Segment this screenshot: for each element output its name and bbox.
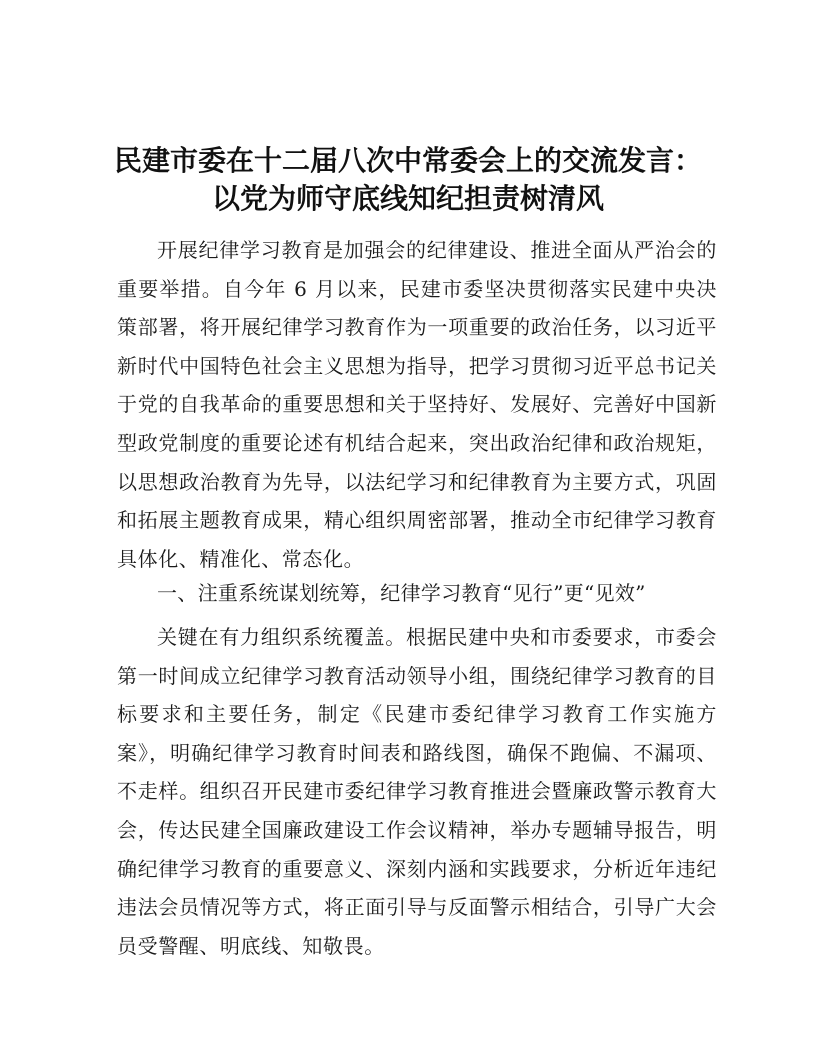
section-1-heading: 一、注重系统谋划统筹，纪律学习教育“见行”更“见效” <box>157 581 646 605</box>
document-title-line-1: 民建市委在十二届八次中常委会上的交流发言： <box>113 144 702 177</box>
document-title-line-2: 以党为师守底线知纪担责树清风 <box>211 182 604 215</box>
section-1-paragraph: 关键在有力组织系统覆盖。根据民建中央和市委要求，市委会第一时间成立纪律学习教育活动领导小组，围绕纪律学习教育的目标要求和主要任务，制定《民建市委纪律学习教育工作实施方案》，明确纪律学习教育时间表和路线图，确保不跑偏、不漏项、不走样。组织召开民建市委纪律学习教育推进会暨廉政警示教育大会，传达民建全国廉政建设工作会议精神，举办专题辅导报告，明确纪律学习教育的重要意义、深刻内涵和实践要求，分析近年违纪违法会员情况等方式，将正面引导与反面警示相结合，引导广大会员受警醒、明底线、知敬畏。 <box>117 625 717 958</box>
intro-paragraph: 开展纪律学习教育是加强会的纪律建设、推进全面从严治会的重要举措。自今年 6 月以来，民建市委坚决贯彻落实民建中央决策部署，将开展纪律学习教育作为一项重要的政治任务，以习近平新时代中国特色社会主义思想为指导，把学习贯彻习近平总书记关于党的自我革命的重要思想和关于坚持好、发展好、完善好中国新型政党制度的重要论述有机结合起来，突出政治纪律和政治规矩，以思想政治教育为先导，以法纪学习和纪律教育为主要方式，巩固和拓展主题教育成果，精心组织周密部署，推动全市纪律学习教育具体化、精准化、常态化。 <box>117 238 717 571</box>
